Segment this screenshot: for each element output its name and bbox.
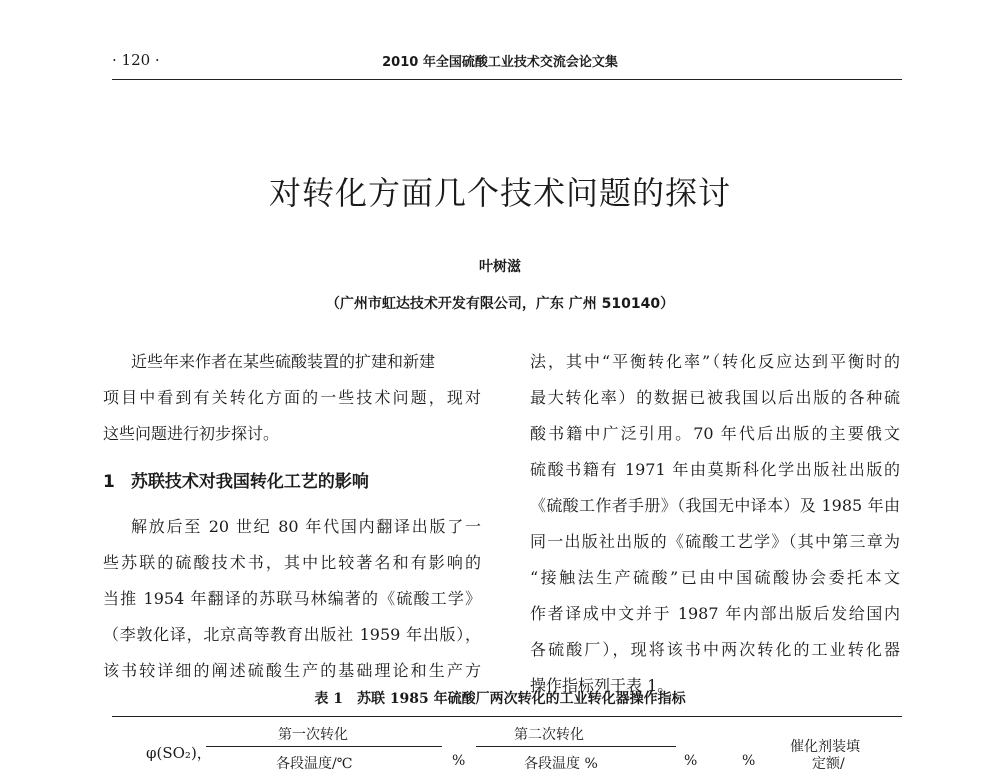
section-number: 1 bbox=[103, 472, 115, 492]
table-group-header: 第二次转化 bbox=[514, 727, 584, 743]
paragraph-line: （李敦化译，北京高等教育出版社 1959 年出版）， bbox=[103, 625, 481, 644]
paragraph-line: 作者译成中文并于 1987 年内部出版后发给国内 bbox=[530, 604, 900, 623]
journal-title: 2010 年全国硫酸工业技术交流会论文集 bbox=[382, 55, 618, 70]
paragraph-line: 最大转化率）的数据已被我国以后出版的各种硫 bbox=[530, 388, 900, 407]
paragraph-line: 操作指标列于表 1。 bbox=[530, 676, 674, 695]
paragraph-line: 解放后至 20 世纪 80 年代国内翻译出版了一 bbox=[131, 517, 481, 536]
paragraph-line: 《硫酸工作者手册》（我国无中译本）及 1985 年由 bbox=[530, 496, 900, 515]
author: 叶树滋 bbox=[479, 259, 521, 275]
table-subheader: % bbox=[452, 753, 466, 769]
group-rule bbox=[206, 746, 442, 747]
header-rule bbox=[112, 79, 902, 80]
article-title: 对转化方面几个技术问题的探讨 bbox=[268, 174, 731, 212]
table-column-header: 催化剂装填 bbox=[790, 739, 860, 755]
paragraph-line: 硫酸书籍有 1971 年由莫斯科化学出版社出版的 bbox=[530, 460, 900, 479]
table-subheader: 定额/ bbox=[812, 756, 845, 772]
intro-line: 近些年来作者在某些硫酸装置的扩建和新建 bbox=[131, 352, 436, 371]
paragraph-line: 酸书籍中广泛引用。70 年代后出版的主要俄文 bbox=[530, 424, 900, 443]
table-group-header: 第一次转化 bbox=[278, 727, 348, 743]
table-subheader: 各段温度/℃ bbox=[276, 756, 353, 772]
paragraph-line: 些苏联的硫酸技术书，其中比较著名和有影响的 bbox=[103, 553, 481, 572]
table-row-label: φ(SO₂)， bbox=[146, 744, 212, 762]
table-top-rule bbox=[112, 716, 902, 717]
table-subheader: % bbox=[742, 753, 756, 769]
intro-line: 项目中看到有关转化方面的一些技术问题，现对 bbox=[103, 388, 481, 407]
paragraph-line: 同一出版社出版的《硫酸工艺学》（其中第三章为 bbox=[530, 532, 900, 551]
table-subheader: 各段温度 % bbox=[524, 756, 598, 772]
paragraph-line: “接触法生产硫酸”已由中国硫酸协会委托本文 bbox=[530, 568, 900, 587]
paragraph-line: 各硫酸厂），现将该书中两次转化的工业转化器 bbox=[530, 640, 900, 659]
intro-line: 这些问题进行初步探讨。 bbox=[103, 424, 280, 443]
affiliation: （广州市虹达技术开发有限公司，广东 广州 510140） bbox=[325, 296, 675, 312]
group-rule bbox=[476, 746, 676, 747]
section-heading bbox=[103, 467, 385, 492]
paragraph-line: 该书较详细的阐述硫酸生产的基础理论和生产方 bbox=[103, 661, 481, 680]
page-number: · 120 · bbox=[112, 51, 160, 69]
paragraph-line: 当推 1954 年翻译的苏联马林编著的《硫酸工学》 bbox=[103, 589, 481, 608]
paragraph-line: 法，其中“平衡转化率”（转化反应达到平衡时的 bbox=[530, 352, 900, 371]
table-subheader: % bbox=[684, 753, 698, 769]
table-caption: 表 1 苏联 1985 年硫酸厂两次转化的工业转化器操作指标 bbox=[314, 691, 686, 707]
section-title: 苏联技术对我国转化工艺的影响 bbox=[130, 472, 369, 492]
